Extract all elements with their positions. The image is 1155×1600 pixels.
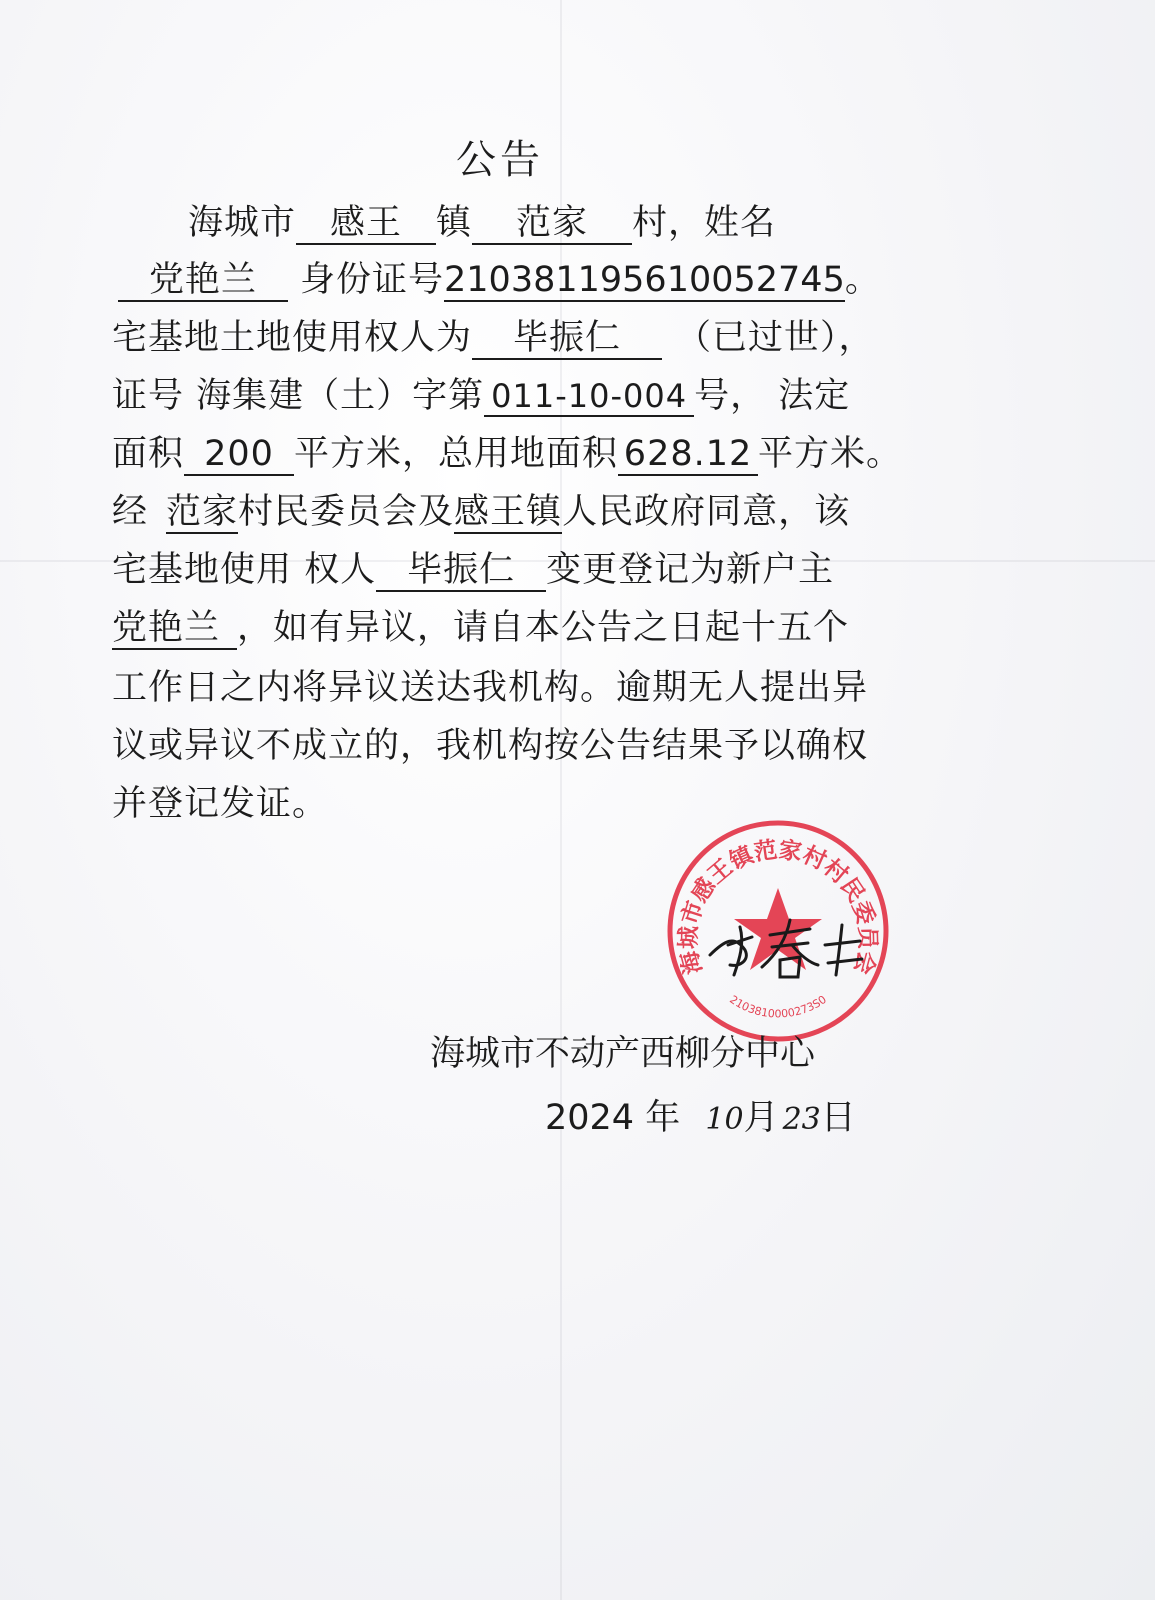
area-unit-end: 平方米。 <box>758 434 903 474</box>
body-line-9: 工作日之内将异议送达我机构。逾期无人提出异 <box>112 668 869 708</box>
para-prefix: 经 <box>112 492 149 532</box>
seal-code: 2103810000273S0 <box>727 992 829 1021</box>
body-line-1 <box>188 195 776 245</box>
body-line-6 <box>112 484 850 534</box>
right-holder-field: 毕振仁 <box>472 318 662 360</box>
id-label: 身份证号 <box>300 260 445 300</box>
para-town: 感王镇 <box>454 492 563 532</box>
id-end: 。 <box>844 260 881 300</box>
cert-suffix: 号， 法定 <box>694 376 851 416</box>
deceased-note: （已过世）， <box>676 318 875 358</box>
seal-text: 海城市感王镇范家村村民委员会 <box>675 837 881 977</box>
legal-area-field: 200 <box>184 434 294 476</box>
transfer-to-field: 党艳兰 <box>112 608 237 650</box>
applicant-name-field: 党艳兰 <box>118 260 288 302</box>
body-line-7 <box>112 542 834 592</box>
transfer-from-field: 毕振仁 <box>376 550 546 592</box>
date-month-unit: 月 <box>743 1098 779 1138</box>
para-village: 范家 <box>166 492 239 532</box>
date-day: 23 <box>782 1102 821 1137</box>
date-month: 10 <box>705 1102 744 1137</box>
total-area-field: 628.12 <box>618 434 758 476</box>
issue-date <box>545 1090 856 1140</box>
cert-label: 证号 海集建（土）字第 <box>112 376 485 416</box>
body-line-5 <box>112 426 902 476</box>
body-line-2 <box>118 252 881 302</box>
body-line-10: 议或异议不成立的，我机构按公告结果予以确权 <box>112 726 869 766</box>
objection-text: ，如有异议，请自本公告之日起十五个 <box>237 608 850 648</box>
town-suffix: 镇 <box>436 203 473 243</box>
right-holder-label: 宅基地土地使用权人为 <box>112 318 473 358</box>
town-field: 感王 <box>296 203 436 245</box>
body-line-8 <box>112 600 849 650</box>
transfer-text: 变更登记为新户主 <box>546 550 835 590</box>
city: 海城市 <box>188 203 297 243</box>
date-year-unit: 年 <box>645 1098 681 1138</box>
notice-title: 公告 <box>456 137 544 183</box>
village-suffix: 村，姓名 <box>632 203 777 243</box>
cert-number-field: 011-10-004 <box>484 378 694 417</box>
village-field: 范家 <box>472 203 632 245</box>
para-gov: 人民政府同意，该 <box>562 492 851 532</box>
area-label: 面积 <box>112 434 185 474</box>
para-committee: 村民委员会及 <box>238 492 455 532</box>
id-number: 210381195610052745 <box>444 260 845 300</box>
area-unit-text: 平方米，总用地面积 <box>294 434 619 474</box>
date-year: 2024 <box>545 1098 635 1138</box>
handwritten-signature <box>700 905 870 985</box>
body-line-11: 并登记发证。 <box>112 784 329 824</box>
body-line-4 <box>112 368 850 418</box>
date-day-unit: 日 <box>820 1098 856 1138</box>
issuer-name: 海城市不动产西柳分中心 <box>430 1034 816 1074</box>
transfer-label: 宅基地使用 权人 <box>112 550 377 590</box>
body-line-3 <box>112 310 875 360</box>
